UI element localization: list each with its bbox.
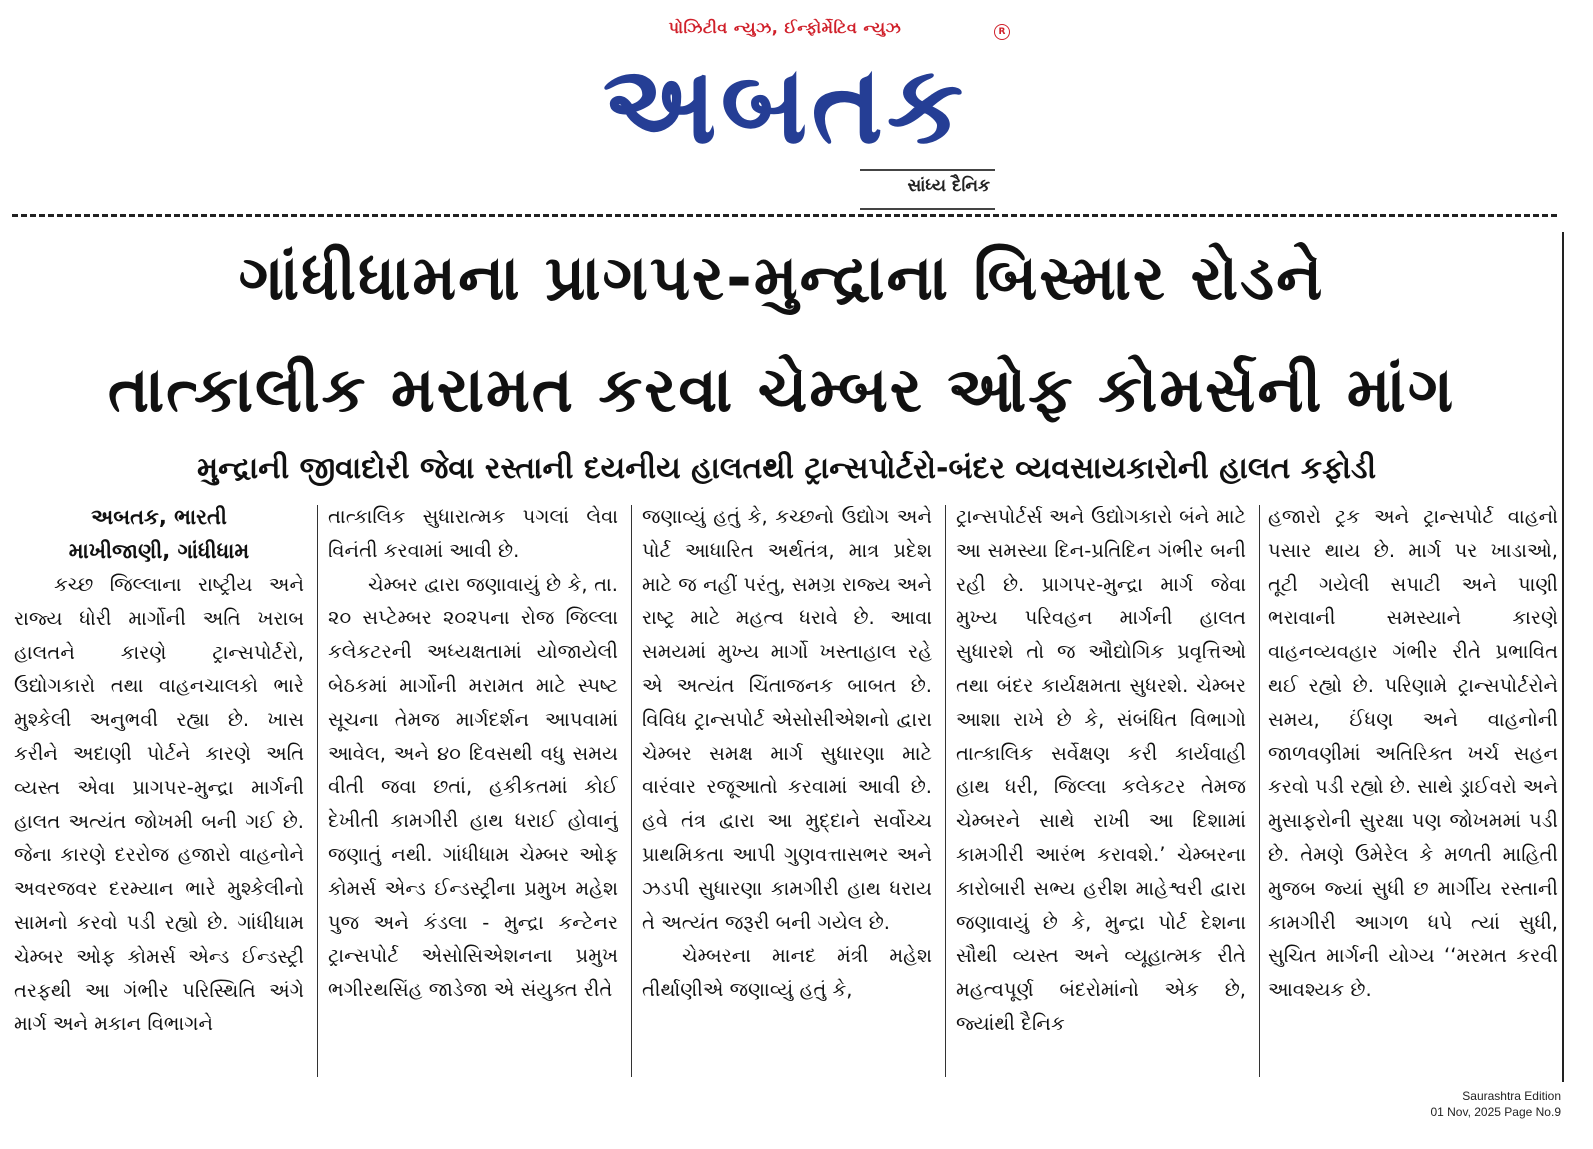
edition-date-page: 01 Nov, 2025 Page No.9 bbox=[1430, 1105, 1561, 1119]
column-divider bbox=[945, 505, 946, 1077]
registered-mark-icon: R bbox=[994, 24, 1010, 40]
masthead-tagline: પોઝિટીવ ન્યુઝ, ઈન્ફોર્મેટિવ ન્યુઝ bbox=[668, 18, 902, 37]
paragraph: કચ્છ જિલ્લાના રાષ્ટ્રીય અને રાજ્ય ધોરી માર્ગોની અતિ ખરાબ હાલતને કારણે ટ્રાન્સપોર્ટરો, ઉદ્યોગકારો તથા વાહનચાલકો ભારે મુશ્કેલી અનુભવી રહ્યા છે. ખાસ કરીને અદાણી પોર્ટને કારણે અતિ વ્યસ્ત એવા પ્રાગપર-મુન્દ્રા માર્ગની હાલત અત્યંત જોખમી બની ગઈ છે. જેના કારણે દરરોજ હજારો વાહનોને અવરજવર દરમ્યાન ભારે મુશ્કેલીનો સામનો કરવો પડી રહ્યો છે. ગાંધીધામ ચેમ્બર ઓફ કોમર્સ એન્ડ ઈન્ડસ્ટ્રી તરફથી આ ગંભીર પરિસ્થિતિ અંગે માર્ગ અને મકાન વિભાગને bbox=[14, 573, 304, 1036]
page-separator bbox=[12, 214, 1557, 217]
article-column-2 bbox=[328, 500, 618, 1080]
column-divider bbox=[317, 505, 318, 1077]
masthead-divider-bottom bbox=[860, 208, 995, 210]
paragraph: ચેમ્બરના માનદ મંત્રી મહેશ તીર્થાણીએ જણાવ્યું હતું કે, bbox=[642, 944, 932, 1002]
article-column-4 bbox=[956, 500, 1246, 1080]
article-column-1 bbox=[14, 500, 304, 1080]
paragraph: જણાવ્યું હતું કે, કચ્છનો ઉદ્યોગ અને પોર્ટ આધારિત અર્થતંત્ર, માત્ર પ્રદેશ માટે જ નહીં પરંતુ, સમગ્ર રાજ્ય અને રાષ્ટ્ર માટે મહત્વ ધરાવે છે. આવા સમયમાં મુખ્ય માર્ગો ખસ્તાહાલ રહે એ અત્યંત ચિંતાજનક બાબત છે. વિવિધ ટ્રાન્સપોર્ટ એસોસીએશનો દ્વારા ચેમ્બર સમક્ષ માર્ગ સુધારણા માટે વારંવાર રજૂઆતો કરવામાં આવી છે. હવે તંત્ર દ્વારા આ મુદ્દાને સર્વોચ્ચ પ્રાથમિકતા આપી ગુણવત્તાસભર અને ઝડપી સુધારણા કામગીરી હાથ ધરાય તે અત્યંત જરૂરી બની ગયેલ છે. bbox=[642, 505, 932, 934]
subheadline: મુન્દ્રાની જીવાદોરી જેવા રસ્તાની દયનીય હાલતથી ટ્રાન્સપોર્ટરો-બંદર વ્યવસાયકારોની હાલત કફોડી bbox=[196, 451, 1377, 486]
edition-info bbox=[1430, 1088, 1561, 1120]
paragraph: તાત્કાલિક સુધારાત્મક પગલાં લેવા વિનંતી કરવામાં આવી છે. bbox=[328, 505, 618, 562]
edition-name: Saurashtra Edition bbox=[1462, 1089, 1561, 1103]
masthead-subtitle: સાંધ્ય દૈનિક bbox=[907, 176, 990, 196]
headline-line-1: ગાંધીધામના પ્રાગપર-મુન્દ્રાના બિસ્માર રોડને bbox=[238, 241, 1325, 314]
column-divider bbox=[631, 505, 632, 1077]
column-divider bbox=[1259, 505, 1260, 1077]
newspaper-logo: અબતક bbox=[602, 43, 968, 168]
paragraph: ચેમ્બર દ્વારા જણાવાયું છે કે, તા. ૨૦ સપ્ટેમ્બર ૨૦૨૫ના રોજ જિલ્લા કલેકટરની અધ્યક્ષતામાં યોજાયેલી બેઠકમાં માર્ગોની મરામત માટે સ્પષ્ટ સૂચના તેમજ માર્ગદર્શન આપવામાં આવેલ, અને ૪૦ દિવસથી વધુ સમય વીતી જવા છતાં, હકીકતમાં કોઈ દેખીતી કામગીરી હાથ ધરાઈ હોવાનું જણાતું નથી. ગાંધીધામ ચેમ્બર ઓફ કોમર્સ એન્ડ ઈન્ડસ્ટ્રીના પ્રમુખ મહેશ પુજ અને કંડલા - મુન્દ્રા કન્ટેનર ટ્રાન્સપોર્ટ એસોસિએશનના પ્રમુખ ભગીરથસિંહ જાડેજા એ સંયુક્ત રીતે bbox=[328, 572, 618, 1002]
byline-line-1: અબતક, ભારતી bbox=[91, 505, 227, 529]
masthead bbox=[560, 14, 1010, 204]
paragraph: હજારો ટ્રક અને ટ્રાન્સપોર્ટ વાહનો પસાર થાય છે. માર્ગ પર ખાડાઓ, તૂટી ગયેલી સપાટી અને પાણી ભરાવાની સમસ્યાને કારણે વાહનવ્યવહાર ગંભીર રીતે પ્રભાવિત થઈ રહ્યો છે. પરિણામે ટ્રાન્સપોર્ટરોને સમય, ઈંધણ અને વાહનોની જાળવણીમાં અતિરિક્ત ખર્ચ સહન કરવો પડી રહ્યો છે. સાથે ડ્રાઈવરો અને મુસાફરોની સુરક્ષા પણ જોખમમાં પડી છે. તેમણે ઉમેરેલ કે મળતી માહિતી મુજબ જ્યાં સુધી છ માર્ગીય રસ્તાની કામગીરી આગળ ધપે ત્યાં સુધી, સુચિત માર્ગની યોગ્ય ‘‘મરમત કરવી આવશ્યક છે. bbox=[1268, 505, 1558, 1002]
paragraph: ટ્રાન્સપોર્ટર્સ અને ઉદ્યોગકારો બંને માટે આ સમસ્યા દિન-પ્રતિદિન ગંભીર બની રહી છે. પ્રાગપર-મુન્દ્રા માર્ગ જેવા મુખ્ય પરિવહન માર્ગની હાલત સુધારશે તો જ ઔદ્યોગિક પ્રવૃત્તિઓ તથા બંદર કાર્યક્ષમતા સુધરશે. ચેમ્બર આશા રાખે છે કે, સંબંધિત વિભાગો તાત્કાલિક સર્વેક્ષણ કરી કાર્યવાહી હાથ ધરી, જિલ્લા કલેકટર તેમજ ચેમ્બરને સાથે રાખી આ દિશામાં કામગીરી આરંભ કરાવશે.’ ચેમ્બરના કારોબારી સભ્ય હરીશ માહેશ્વરી દ્વારા જણાવાયું છે કે, મુન્દ્રા પોર્ટ દેશના સૌથી વ્યસ્ત અને વ્યૂહાત્મક રીતે મહત્વપૂર્ણ બંદરોમાંનો એક છે, જ્યાંથી દૈનિક bbox=[956, 505, 1246, 1035]
article-column-3 bbox=[642, 500, 932, 1080]
headline-line-2: તાત્કાલીક મરામત કરવા ચેમ્બર ઓફ કોમર્સની માંગ bbox=[107, 353, 1456, 426]
byline-line-2: માખીજાણી, ગાંધીધામ bbox=[68, 539, 250, 563]
article-body bbox=[14, 500, 1559, 1080]
masthead-divider-top bbox=[860, 169, 995, 171]
article-column-5 bbox=[1268, 500, 1558, 1080]
